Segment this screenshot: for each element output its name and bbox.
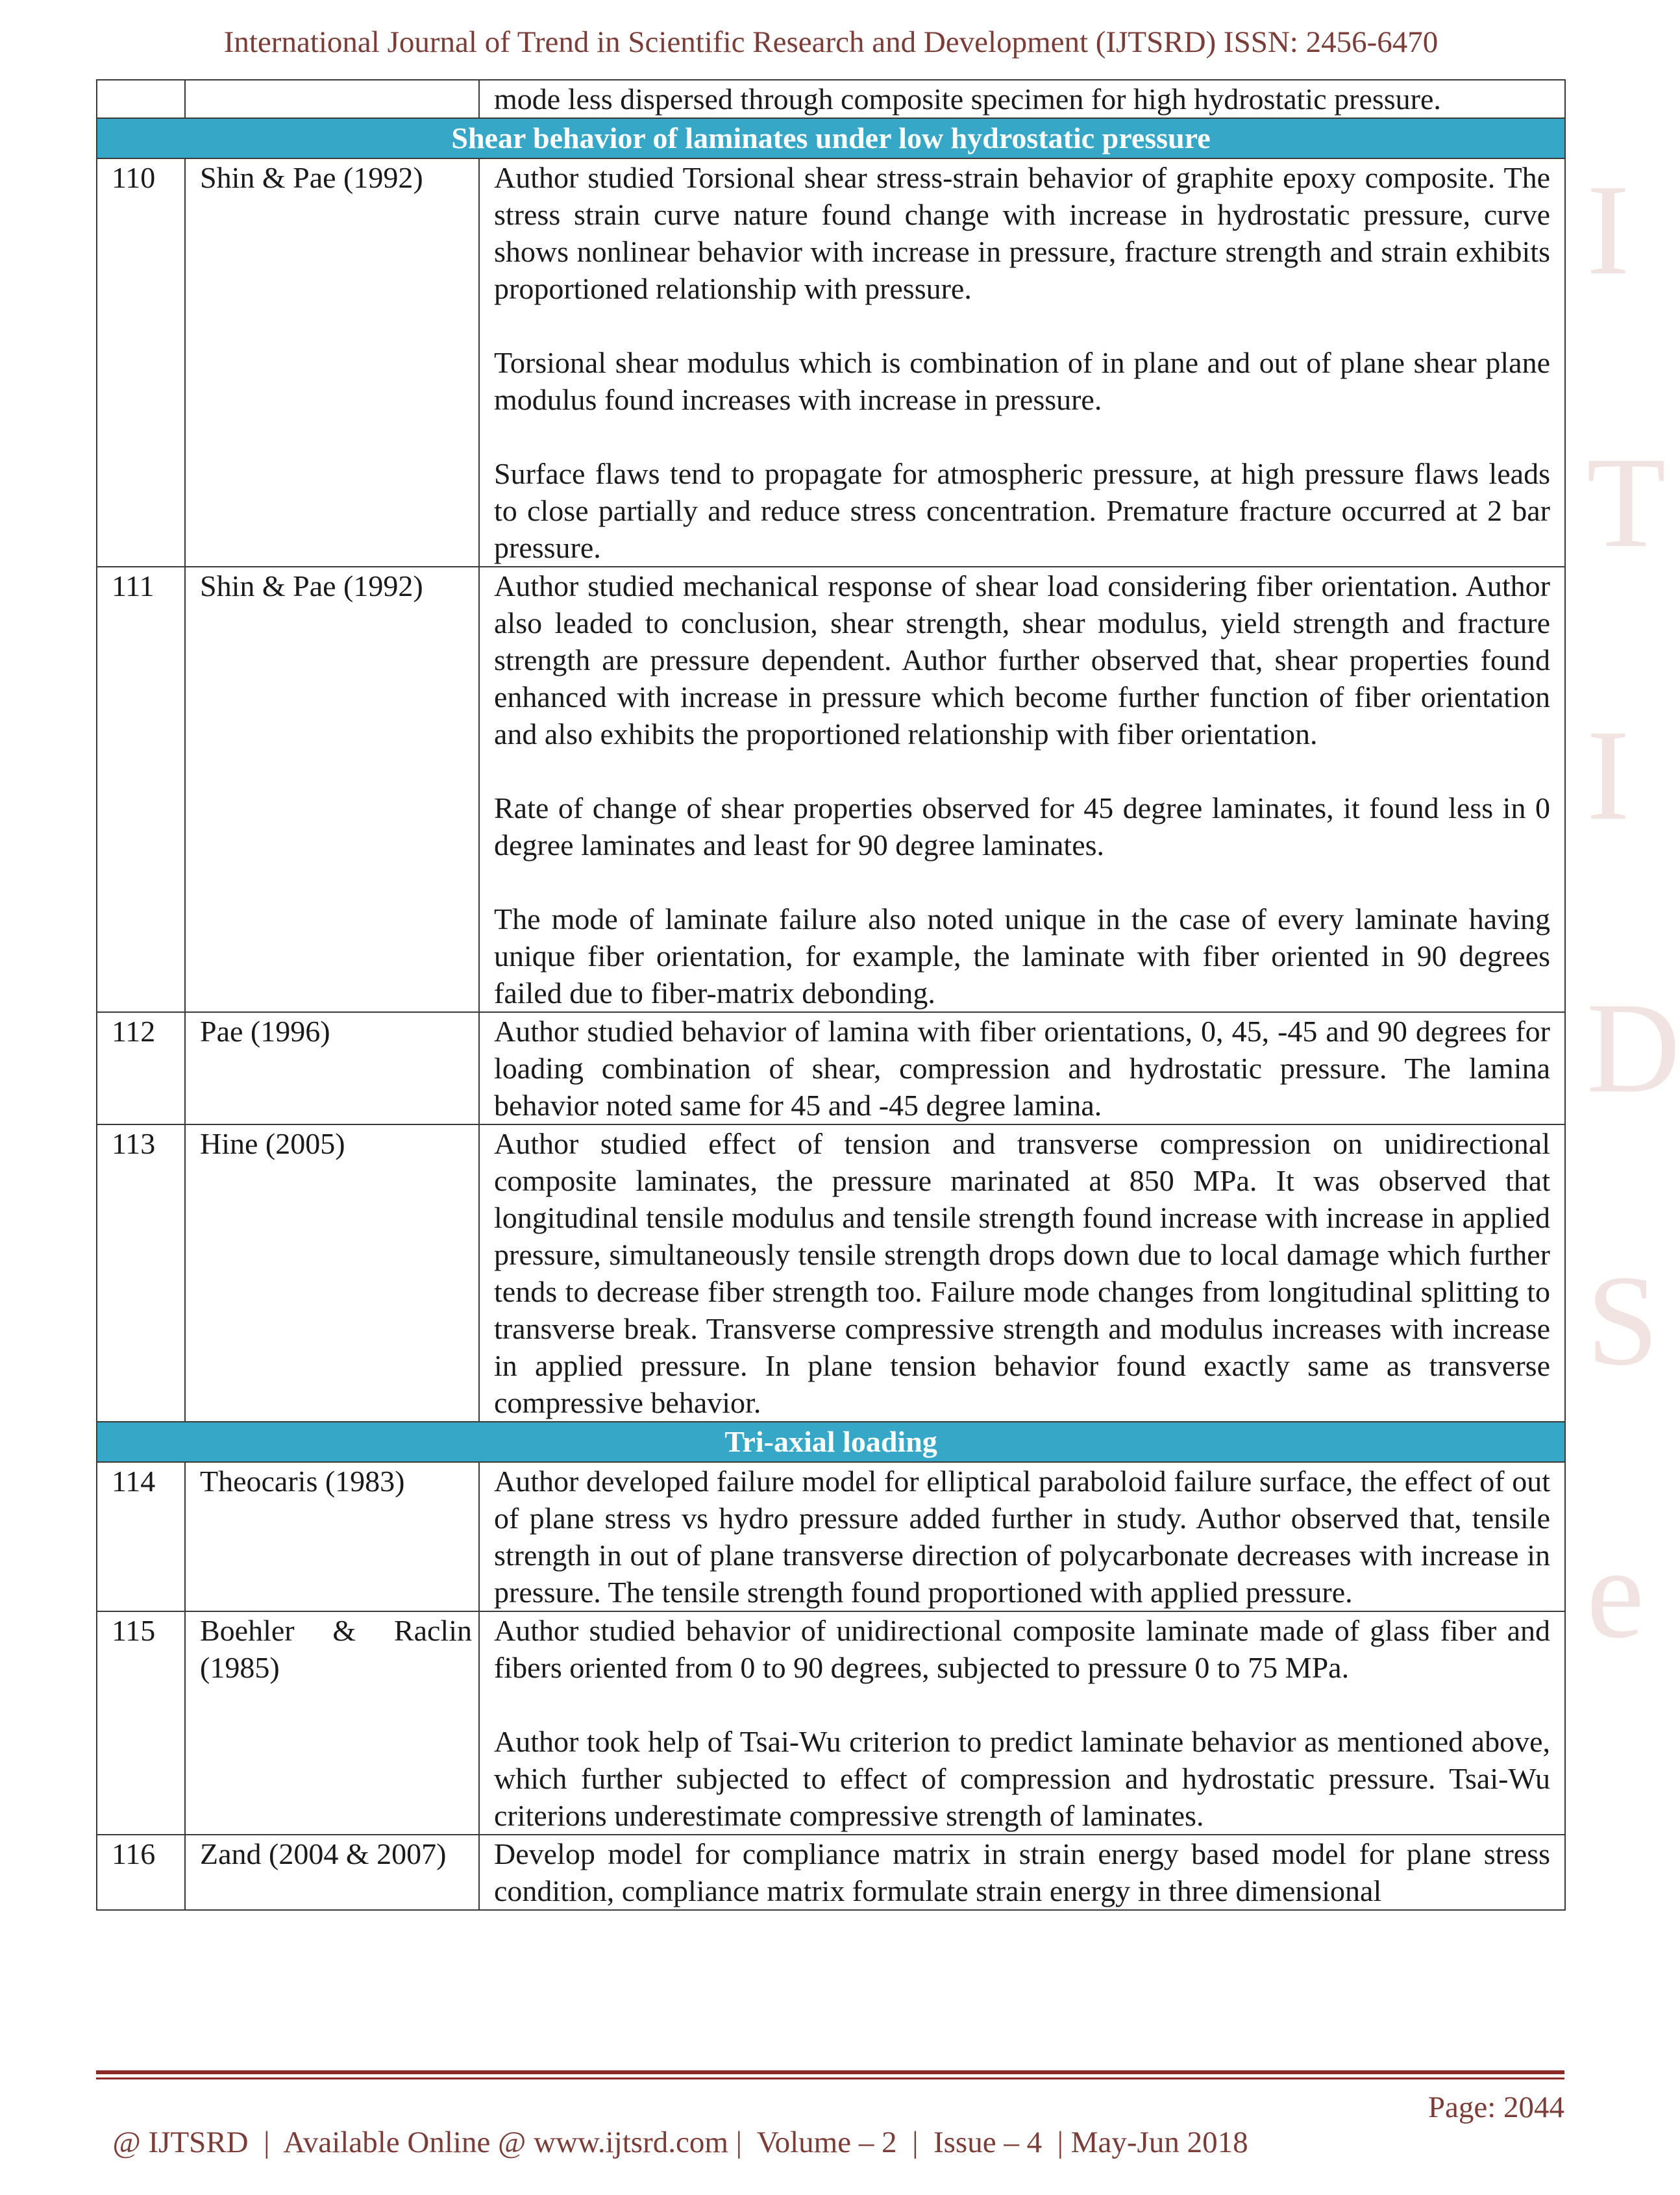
description-paragraph: Author studied behavior of lamina with fiber orientations, 0, 45, -45 and 90 degrees for loading combination of shear, compression and hydrostatic pressure. The lamina behavior noted same for 45 and -45 degree lamina. bbox=[494, 1015, 1550, 1122]
table-row bbox=[97, 567, 1565, 1012]
author-cell: Zand (2004 & 2007) bbox=[185, 1835, 479, 1910]
description-cell bbox=[479, 1124, 1565, 1422]
description-cell bbox=[479, 1012, 1565, 1124]
section-header-row bbox=[97, 118, 1565, 158]
description-paragraph: Rate of change of shear properties observed for 45 degree laminates, it found less in 0 degree laminates and least for 90 degree laminates. bbox=[494, 791, 1550, 862]
description-paragraph: Surface flaws tend to propagate for atmospheric pressure, at high pressure flaws leads to close partially and reduce stress concentration. Premature fracture occurred at 2 bar pressure. bbox=[494, 457, 1550, 564]
description-paragraph: Develop model for compliance matrix in strain energy based model for plane stress condition, compliance matrix formulate strain energy in three dimensional bbox=[494, 1837, 1550, 1907]
description-paragraph: Author studied effect of tension and transverse compression on unidirectional composite laminates, the pressure marinated at 850 MPa. It was observed that longitudinal tensile modulus and tensile strength found increase with increase in applied pressure, simultaneously tensile strength drops down due to local damage which further tends to decrease fiber strength too. Failure mode changes from longitudinal splitting to transverse break. Transverse compressive strength and modulus increases with increase in applied pressure. In plane tension behavior found exactly same as transverse compressive behavior. bbox=[494, 1127, 1550, 1419]
sno-cell: 116 bbox=[97, 1835, 185, 1910]
author-cell: Theocaris (1983) bbox=[185, 1462, 479, 1611]
table-row-carryover bbox=[97, 80, 1565, 118]
sno-cell: 113 bbox=[97, 1124, 185, 1422]
description-paragraph: mode less dispersed through composite specimen for high hydrostatic pressure. bbox=[494, 82, 1441, 116]
author-cell: Pae (1996) bbox=[185, 1012, 479, 1124]
table-row bbox=[97, 1012, 1565, 1124]
section-title: Tri-axial loading bbox=[97, 1422, 1565, 1462]
sno-cell: 114 bbox=[97, 1462, 185, 1611]
footer-rule bbox=[96, 2070, 1564, 2079]
description-cell bbox=[479, 158, 1565, 567]
table-row bbox=[97, 1124, 1565, 1422]
author-cell: Shin & Pae (1992) bbox=[185, 567, 479, 1012]
description-cell bbox=[479, 1835, 1565, 1910]
literature-table bbox=[96, 79, 1566, 1911]
author-cell: Shin & Pae (1992) bbox=[185, 158, 479, 567]
sno-cell: 111 bbox=[97, 567, 185, 1012]
watermark-fragment: I T I D S e bbox=[1587, 158, 1680, 1665]
sno-cell: 112 bbox=[97, 1012, 185, 1124]
author-cell: Boehler & Raclin (1985) bbox=[185, 1611, 479, 1835]
section-header-row bbox=[97, 1422, 1565, 1462]
description-paragraph: Author studied mechanical response of shear load considering fiber orientation. Author also leaded to conclusion, shear strength, shear modulus, yield strength and fracture strength are pressure dependent. Author further observed that, shear properties found enhanced with increase in pressure which become further function of fiber orientation and also exhibits the proportioned relationship with fiber orientation. bbox=[494, 569, 1550, 750]
table-body bbox=[97, 80, 1565, 1910]
table-row bbox=[97, 1835, 1565, 1910]
table-row bbox=[97, 1462, 1565, 1611]
table-row bbox=[97, 158, 1565, 567]
page-number: Page: 2044 bbox=[1427, 2090, 1564, 2124]
sno-cell: 115 bbox=[97, 1611, 185, 1835]
author-cell bbox=[185, 80, 479, 118]
description-paragraph: Torsional shear modulus which is combination of in plane and out of plane shear plane modulus found increases with increase in pressure. bbox=[494, 346, 1550, 416]
author-cell: Hine (2005) bbox=[185, 1124, 479, 1422]
footer-info: @ IJTSRD | Available Online @ www.ijtsrd.com | Volume – 2 | Issue – 4 | May-Jun 2018 bbox=[112, 2126, 1248, 2159]
description-paragraph: Author developed failure model for elliptical paraboloid failure surface, the effect of out of plane stress vs hydro pressure added further in study. Author observed that, tensile strength in out of plane transverse direction of polycarbonate decreases with increase in pressure. The tensile strength found proportioned with applied pressure. bbox=[494, 1465, 1550, 1609]
description-cell bbox=[479, 1611, 1565, 1835]
sno-cell: 110 bbox=[97, 158, 185, 567]
description-paragraph: Author took help of Tsai-Wu criterion to predict laminate behavior as mentioned above, which further subjected to effect of compression and hydrostatic pressure. Tsai-Wu criterions underestimate compressive strength of laminates. bbox=[494, 1725, 1550, 1832]
description-paragraph: The mode of laminate failure also noted unique in the case of every laminate having unique fiber orientation, for example, the laminate with fiber oriented in 90 degrees failed due to fiber-matrix debonding. bbox=[494, 902, 1550, 1010]
table-row bbox=[97, 1611, 1565, 1835]
page-footer bbox=[97, 2090, 1564, 2195]
description-paragraph: Author studied Torsional shear stress-strain behavior of graphite epoxy composite. The stress strain curve nature found change with increase in hydrostatic pressure, curve shows nonlinear behavior with increase in pressure, fracture strength and strain exhibits proportioned relationship with pressure. bbox=[494, 161, 1550, 305]
page-header: International Journal of Trend in Scientific Research and Development (IJTSRD) ISSN: 2456-6470 bbox=[223, 25, 1439, 59]
section-title: Shear behavior of laminates under low hydrostatic pressure bbox=[97, 118, 1565, 158]
description-cell bbox=[479, 80, 1565, 118]
sno-cell bbox=[97, 80, 185, 118]
description-cell bbox=[479, 1462, 1565, 1611]
description-cell bbox=[479, 567, 1565, 1012]
description-paragraph: Author studied behavior of unidirectional composite laminate made of glass fiber and fibers oriented from 0 to 90 degrees, subjected to pressure 0 to 75 MPa. bbox=[494, 1614, 1550, 1684]
